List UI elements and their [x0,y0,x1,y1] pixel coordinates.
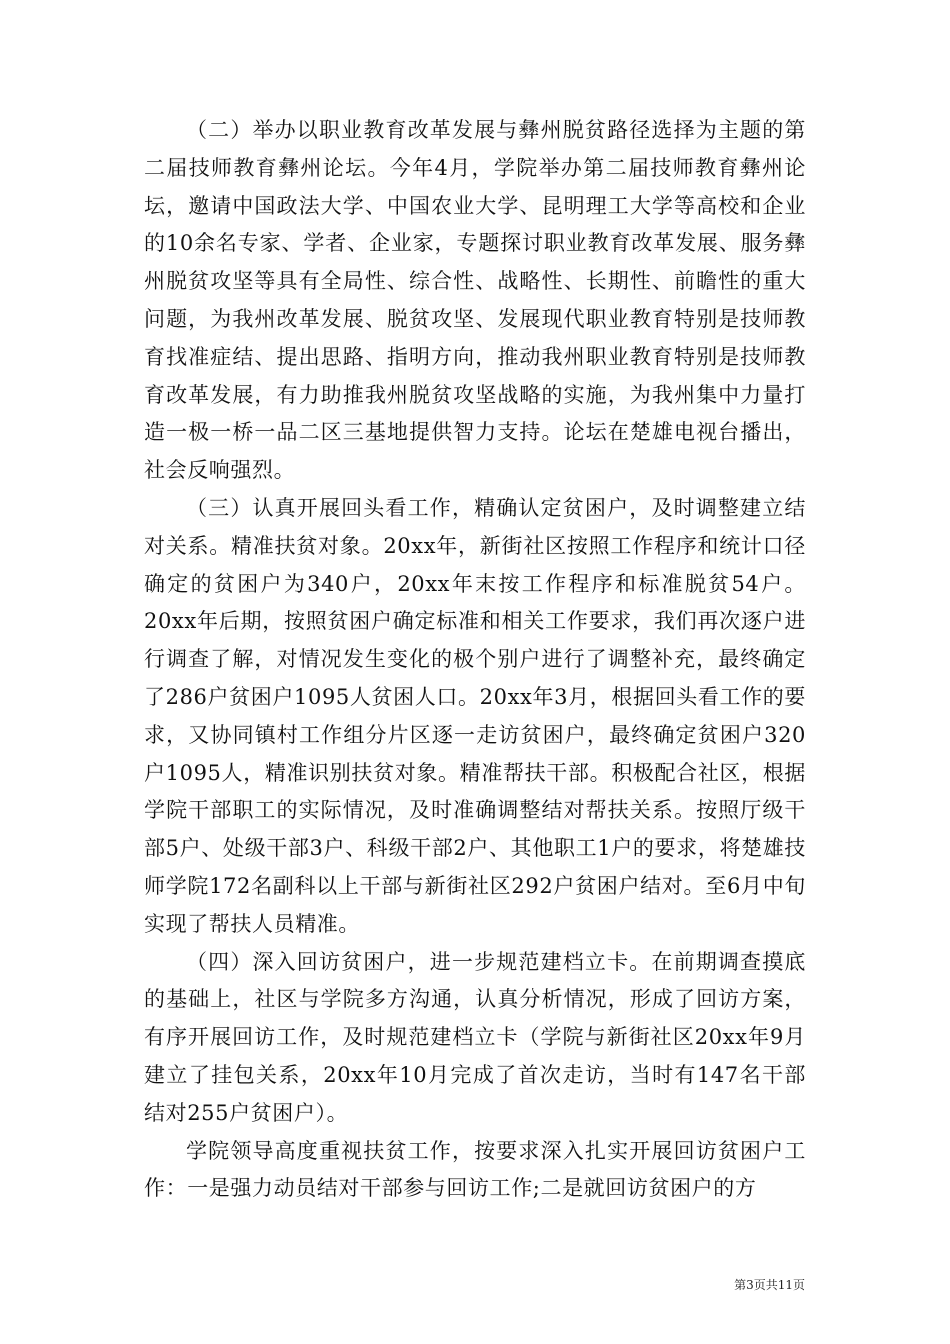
document-body [144,112,806,1208]
paragraph-revisit-households: （四）深入回访贫困户，进一步规范建档立卡。在前期调查摸底的基础上，社区与学院多方沟通，认真分析情况，形成了回访方案，有序开展回访工作，及时规范建档立卡（学院与新街社区20xx年9月建立了挂包关系，20xx年10月完成了首次走访，当时有147名干部结对255户贫困户）。 [144,949,806,1125]
page-number-footer: 第3页共11页 [734,1278,805,1292]
paragraph-leadership: 学院领导高度重视扶贫工作，按要求深入扎实开展回访贫困户工作：一是强力动员结对干部参与回访工作;二是就回访贫困户的方 [144,1138,806,1201]
paragraph-review-households: （三）认真开展回头看工作，精确认定贫困户，及时调整建立结对关系。精准扶贫对象。20xx年，新街社区按照工作程序和统计口径确定的贫困户为340户，20xx年末按工作程序和标准脱贫54户。20xx年后期，按照贫困户确定标准和相关工作要求，我们再次逐户进行调查了解，对情况发生变化的极个别户进行了调整补充，最终确定了286户贫困户1095人贫困人口。20xx年3月，根据回头看工作的要求，又协同镇村工作组分片区逐一走访贫困户，最终确定贫困户320户1095人，精准识别扶贫对象。精准帮扶干部。积极配合社区，根据学院干部职工的实际情况，及时准确调整结对帮扶关系。按照厅级干部5户、处级干部3户、科级干部2户、其他职工1户的要求，将楚雄技师学院172名副科以上干部与新街社区292户贫困户结对。至6月中旬实现了帮扶人员精准。 [144,495,806,936]
paragraph-forum: （二）举办以职业教育改革发展与彝州脱贫路径选择为主题的第二届技师教育彝州论坛。今年4月，学院举办第二届技师教育彝州论坛，邀请中国政法大学、中国农业大学、昆明理工大学等高校和企业的10余名专家、学者、企业家，专题探讨职业教育改革发展、服务彝州脱贫攻坚等具有全局性、综合性、战略性、长期性、前瞻性的重大问题，为我州改革发展、脱贫攻坚、发展现代职业教育特别是技师教育找准症结、提出思路、指明方向，推动我州职业教育特别是技师教育改革发展，有力助推我州脱贫攻坚战略的实施，为我州集中力量打造一极一桥一品二区三基地提供智力支持。论坛在楚雄电视台播出，社会反响强烈。 [144,118,806,483]
